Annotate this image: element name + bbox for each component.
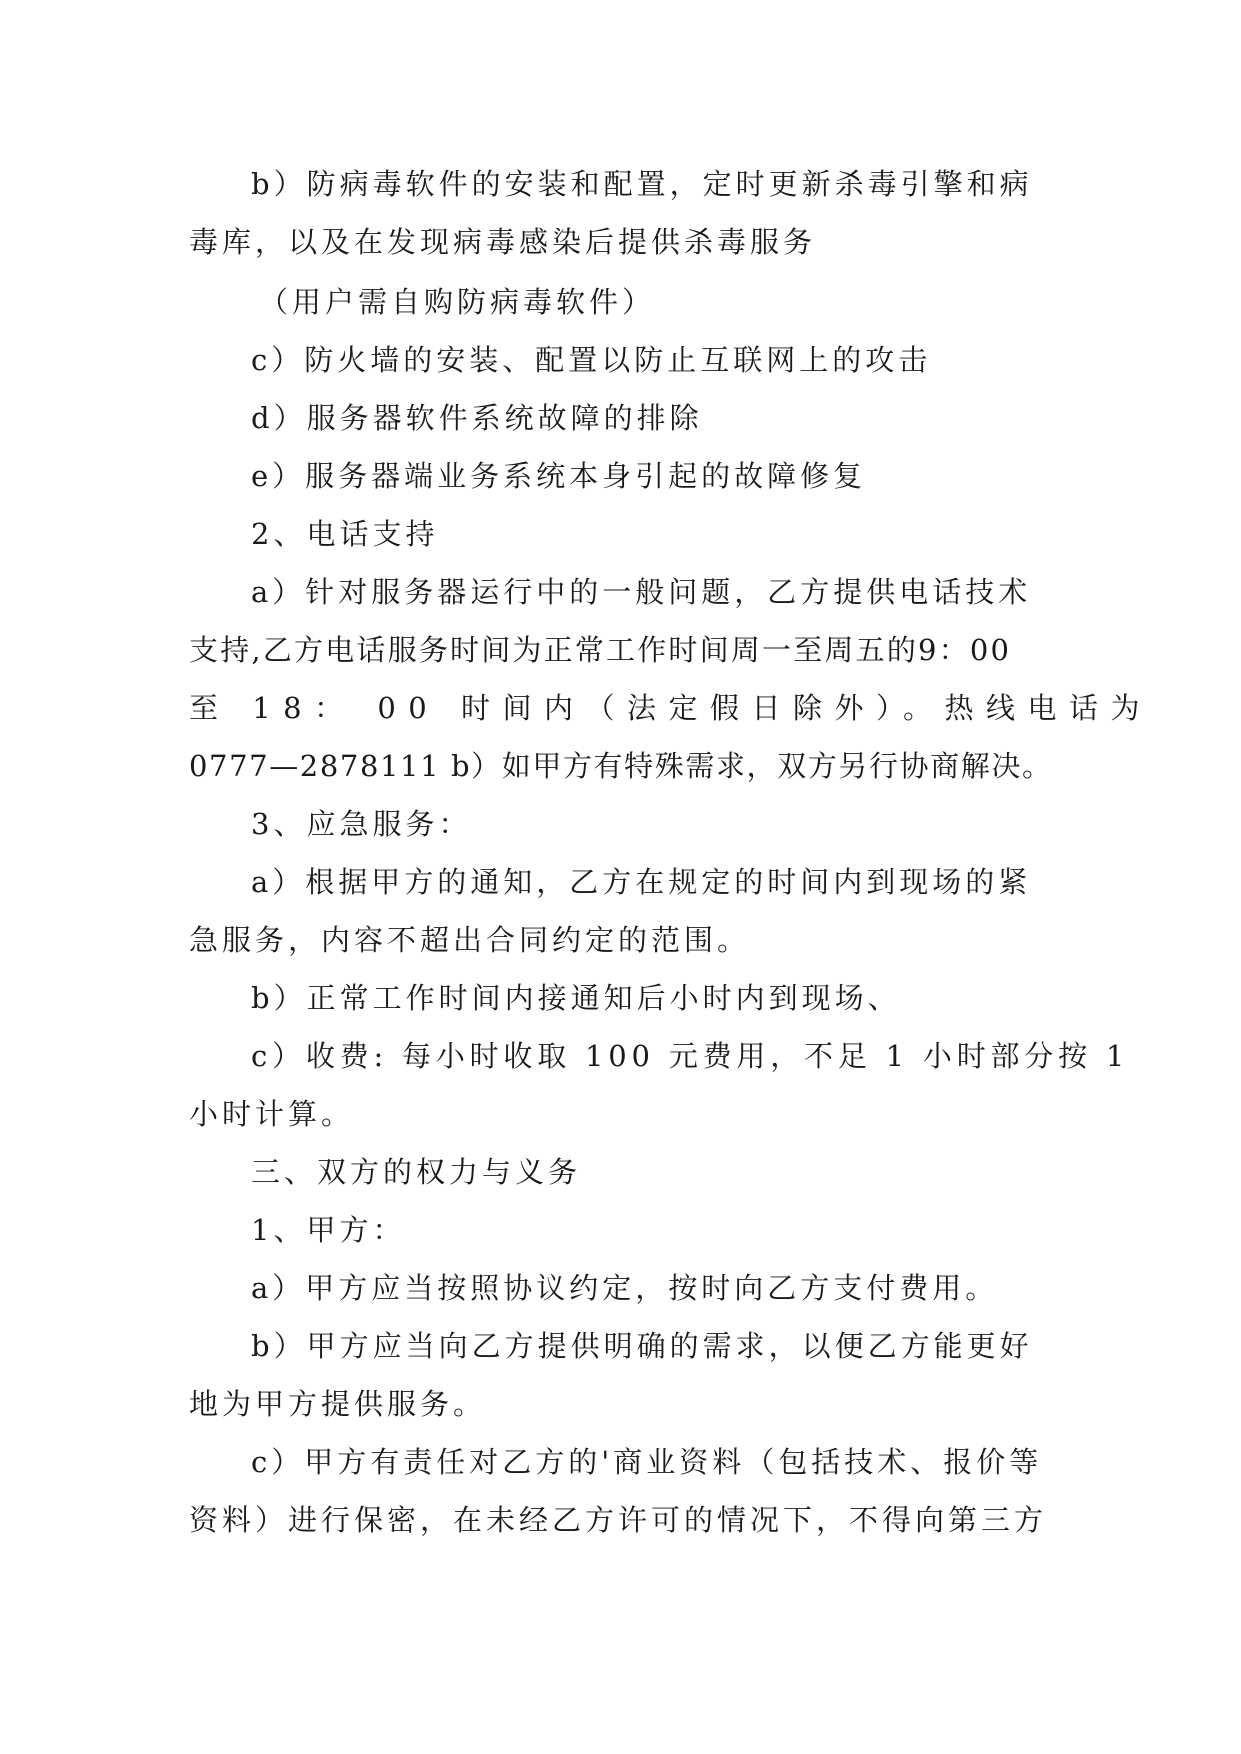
paragraph-line: e）服务器端业务系统本身引起的故障修复 xyxy=(251,459,867,493)
paragraph-line: 0777—2878111 b）如甲方有特殊需求，双方另行协商解决。 xyxy=(189,749,1053,783)
paragraph-line: d）服务器软件系统故障的排除 xyxy=(251,401,703,435)
paragraph-line: 支持,乙方电话服务时间为正常工作时间周一至周五的9：00 xyxy=(189,633,1012,667)
chapter-heading: 三、双方的权力与义务 xyxy=(251,1155,582,1189)
paragraph-line: b）甲方应当向乙方提供明确的需求，以便乙方能更好 xyxy=(251,1329,1033,1363)
paragraph-line: 毒库，以及在发现病毒感染后提供杀毒服务 xyxy=(189,225,817,259)
paragraph-line: 至 18： 00 时间内（法定假日除外）。热线电话为 xyxy=(189,691,1152,725)
paragraph-line: c）收费: 每小时收取 100 元费用，不足 1 小时部分按 1 xyxy=(251,1039,1130,1073)
paragraph-line: 急服务，内容不超出合同约定的范围。 xyxy=(189,923,751,957)
paragraph-line: c）甲方有责任对乙方的'商业资料（包括技术、报价等 xyxy=(251,1445,1043,1479)
section-heading: 2、电话支持 xyxy=(251,517,439,551)
paragraph-line: 小时计算。 xyxy=(189,1097,355,1131)
paragraph-line: b）正常工作时间内接通知后小时内到现场、 xyxy=(251,981,901,1015)
paragraph-line: c）防火墙的安装、配置以防止互联网上的攻击 xyxy=(251,343,932,377)
paragraph-line: b）防病毒软件的安装和配置，定时更新杀毒引擎和病 xyxy=(251,167,1033,201)
section-heading: 1、甲方： xyxy=(251,1213,406,1247)
paragraph-line: 资料）进行保密，在未经乙方许可的情况下，不得向第三方 xyxy=(189,1503,1048,1537)
paragraph-line: （用户需自购防病毒软件） xyxy=(259,285,656,319)
paragraph-line: 地为甲方提供服务。 xyxy=(189,1387,487,1421)
paragraph-line: a）甲方应当按照协议约定，按时向乙方支付费用。 xyxy=(251,1271,999,1305)
section-heading: 3、应急服务： xyxy=(251,807,472,841)
paragraph-line: a）针对服务器运行中的一般问题，乙方提供电话技术 xyxy=(251,575,1032,609)
paragraph-line: a）根据甲方的通知，乙方在规定的时间内到现场的紧 xyxy=(251,865,1032,899)
